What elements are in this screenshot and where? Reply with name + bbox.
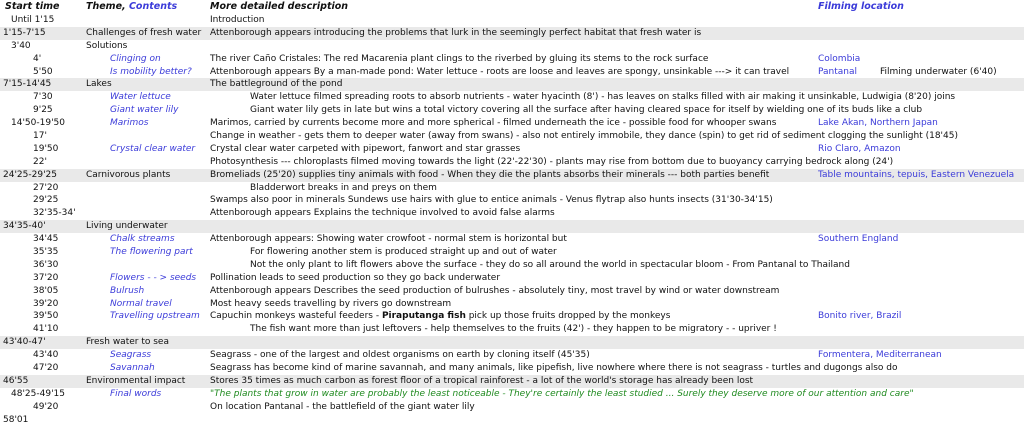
table-row <box>0 220 1024 233</box>
row-theme: Carnivorous plants <box>86 169 171 180</box>
table-row <box>0 169 1024 182</box>
row-time: 43'40-47' <box>3 337 46 348</box>
table-row <box>0 259 1024 272</box>
row-time: 49'20 <box>33 401 59 412</box>
row-theme: Lakes <box>86 79 112 90</box>
row-description: Crystal clear water carpeted with pipewort, fanwort and star grasses <box>210 143 521 154</box>
table-row <box>0 194 1024 207</box>
table-row <box>0 323 1024 336</box>
table-row <box>0 27 1024 40</box>
table-row <box>0 78 1024 91</box>
row-time: 35'35 <box>33 247 59 258</box>
row-description: "The plants that grow in water are probably the least noticeable - They're certainly the least studied ... Surely they deserve more of our attention and care" <box>210 388 914 399</box>
header-filming-location: Filming location <box>818 1 904 12</box>
row-subtopic: Is mobility better? <box>110 66 192 77</box>
row-time: 38'05 <box>33 285 59 296</box>
table-row <box>0 182 1024 195</box>
row-theme: Challenges of fresh water <box>86 27 202 38</box>
row-time: 9'25 <box>33 105 53 116</box>
row-time: 27'20 <box>33 182 59 193</box>
row-location: Southern England <box>818 234 899 245</box>
row-description: Water lettuce filmed spreading roots to absorb nutrients - water hyacinth (8') - has leaves on stalks filled with air making it unsinkable, Ludwigia (8'20) joins <box>250 92 956 103</box>
row-description: The fish want more than just leftovers - help themselves to the fruits (42') - they happen to be migratory - - upriver ! <box>250 324 777 335</box>
row-description-part: pick up those fruits dropped by the monkeys <box>465 311 671 322</box>
table-row <box>0 362 1024 375</box>
row-theme: Fresh water to sea <box>86 337 169 348</box>
row-description: Bladderwort breaks in and preys on them <box>250 182 437 193</box>
row-time: 43'40 <box>33 350 59 361</box>
row-description: Attenborough appears By a man-made pond: Water lettuce - roots are loose and leaves are spongy, unsinkable ---> it can travel <box>210 66 790 77</box>
row-description: Marimos, carried by currents become more and more spherical - filmed underneath the ice - possible food for whooper swans <box>210 118 777 129</box>
row-subtopic: Final words <box>110 388 162 399</box>
row-time: 24'25-29'25 <box>3 169 58 180</box>
table-row <box>0 156 1024 169</box>
row-time: 5'50 <box>33 66 53 77</box>
row-description: For flowering another stem is produced straight up and out of water <box>250 247 557 258</box>
row-time: 7'15-14'45 <box>3 79 52 90</box>
row-theme: Living underwater <box>86 221 168 232</box>
row-location: Rio Claro, Amazon <box>818 143 901 154</box>
row-location: Pantanal <box>818 66 858 77</box>
row-time: 34'45 <box>33 234 59 245</box>
table-row <box>0 375 1024 388</box>
row-time: 4' <box>33 53 42 64</box>
row-description: Change in weather - gets them to deeper water (away from swans) - also not entirely immobile, they dance (spin) to get rid of sediment clogging the sunlight (18'45) <box>210 131 958 142</box>
row-description-part: Capuchin monkeys wasteful feeders - <box>210 311 382 322</box>
table-row <box>0 349 1024 362</box>
row-description: Giant water lily gets in late but wins a total victory covering all the surface after having cleared space for itself by wielding one of its buds like a club <box>250 105 923 116</box>
row-time: 17' <box>33 131 47 142</box>
table-row <box>0 14 1024 27</box>
row-location: Lake Akan, Northern Japan <box>818 118 938 129</box>
table-row <box>0 104 1024 117</box>
row-subtopic: Clinging on <box>110 53 161 64</box>
row-location: Bonito river, Brazil <box>818 311 902 322</box>
row-time: 37'20 <box>33 272 59 283</box>
row-time: 47'20 <box>33 363 59 374</box>
row-description: Photosynthesis --- chloroplasts filmed moving towards the light (22'-22'30) - plants may rise from bottom due to buoyancy carrying bedrock along (24') <box>210 156 894 167</box>
table-row <box>0 40 1024 53</box>
table-body <box>0 14 1024 427</box>
row-time: 14'50-19'50 <box>11 118 66 129</box>
row-subtopic: Chalk streams <box>110 234 175 245</box>
row-description: Bromeliads (25'20) supplies tiny animals with food - When they die the plants absorbs their minerals --- both parties benefit <box>210 169 770 180</box>
row-time: 58'01 <box>3 414 29 425</box>
row-time: Until 1'15 <box>11 15 55 25</box>
row-time: 36'30 <box>33 259 59 270</box>
table-row <box>0 207 1024 220</box>
row-location: Formentera, Mediterranean <box>818 350 942 361</box>
row-time: 1'15-7'15 <box>3 27 46 38</box>
table-row <box>0 117 1024 130</box>
row-subtopic: Marimos <box>110 118 149 129</box>
table-row <box>0 336 1024 349</box>
row-subtopic: Seagrass <box>110 350 152 361</box>
row-time: 41'10 <box>33 324 59 335</box>
header-contents-label: Contents <box>128 1 178 12</box>
row-time: 39'50 <box>33 311 59 322</box>
table-row <box>0 298 1024 311</box>
table-row <box>0 272 1024 285</box>
row-subtopic: Travelling upstream <box>110 311 200 322</box>
row-subtopic: Flowers - - > seeds <box>110 272 197 283</box>
table-row <box>0 66 1024 79</box>
row-description-bold: Piraputanga fish <box>381 311 466 322</box>
row-time: 39'20 <box>33 298 59 309</box>
row-subtopic: Water lettuce <box>110 92 171 103</box>
row-theme: Solutions <box>86 40 128 51</box>
row-description: Attenborough appears introducing the problems that lurk in the seemingly perfect habitat that fresh water is <box>210 27 702 38</box>
row-description: Pollination leads to seed production so they go back underwater <box>210 272 501 283</box>
row-time: 7'30 <box>33 92 53 103</box>
row-description: On location Pantanal - the battlefield of the giant water lily <box>210 401 475 412</box>
row-description: Attenborough appears Explains the technique involved to avoid false alarms <box>210 208 555 219</box>
row-time: 3'40 <box>11 40 31 51</box>
table-row <box>0 285 1024 298</box>
row-extra-note: Filming underwater (6'40) <box>880 66 997 77</box>
table-row <box>0 414 1024 427</box>
row-subtopic: Crystal clear water <box>110 143 196 154</box>
row-location: Colombia <box>818 53 861 64</box>
table-row <box>0 401 1024 414</box>
row-subtopic: Normal travel <box>110 298 172 309</box>
row-subtopic: Giant water lily <box>110 105 179 116</box>
row-theme: Environmental impact <box>86 375 186 386</box>
row-description: Attenborough appears Describes the seed production of bulrushes - absolutely tiny, most travel by wind or water downstream <box>210 285 780 296</box>
header-start-time: Start time <box>5 1 60 12</box>
table-row <box>0 388 1024 401</box>
row-subtopic: The flowering part <box>110 247 193 258</box>
table-row <box>0 310 1024 323</box>
table-row <box>0 143 1024 156</box>
table-row <box>0 246 1024 259</box>
table-row <box>0 53 1024 66</box>
row-time: 34'35-40' <box>3 221 46 232</box>
row-time: 46'55 <box>3 375 29 386</box>
row-description: Seagrass has become kind of marine savannah, and many animals, like pipefish, live nowhere where there is not seagrass - turtles and dugongs also do <box>210 363 898 374</box>
row-description: Swamps also poor in minerals Sundews use hairs with glue to entice animals - Venus flytrap also hunts insects (31'30-34'15) <box>210 195 773 206</box>
row-time: 19'50 <box>33 143 59 154</box>
row-description: Stores 35 times as much carbon as forest floor of a tropical rainforest - a lot of the world's storage has already been lost <box>210 375 754 386</box>
header-row <box>0 0 1024 14</box>
header-description: More detailed description <box>210 1 349 12</box>
row-time: 48'25-49'15 <box>11 388 66 399</box>
table-row <box>0 233 1024 246</box>
row-time: 29'25 <box>33 195 59 206</box>
table-row <box>0 130 1024 143</box>
row-time: 32'35-34' <box>33 208 76 219</box>
row-description: The river Caño Cristales: The red Macarenia plant clings to the riverbed by gluing its stems to the rock surface <box>210 53 709 64</box>
row-location: Table mountains, tepuis, Eastern Venezuela <box>818 169 1015 180</box>
header-theme <box>86 0 177 14</box>
row-description: Attenborough appears: Showing water crowfoot - normal stem is horizontal but <box>210 234 567 245</box>
row-time: 22' <box>33 156 47 167</box>
row-description: Seagrass - one of the largest and oldest organisms on earth by cloning itself (45'35) <box>210 350 590 361</box>
row-subtopic: Savannah <box>110 363 155 374</box>
row-description: The battleground of the pond <box>210 79 343 90</box>
row-description <box>210 310 670 323</box>
row-description: Not the only plant to lift flowers above the surface - they do so all around the world in spectacular bloom - From Pantanal to Thailand <box>250 259 850 270</box>
row-description: Introduction <box>210 15 265 25</box>
header-theme-label: Theme, <box>86 1 126 12</box>
row-description: Most heavy seeds travelling by rivers go downstream <box>210 298 452 309</box>
table-row <box>0 91 1024 104</box>
row-subtopic: Bulrush <box>110 285 145 296</box>
